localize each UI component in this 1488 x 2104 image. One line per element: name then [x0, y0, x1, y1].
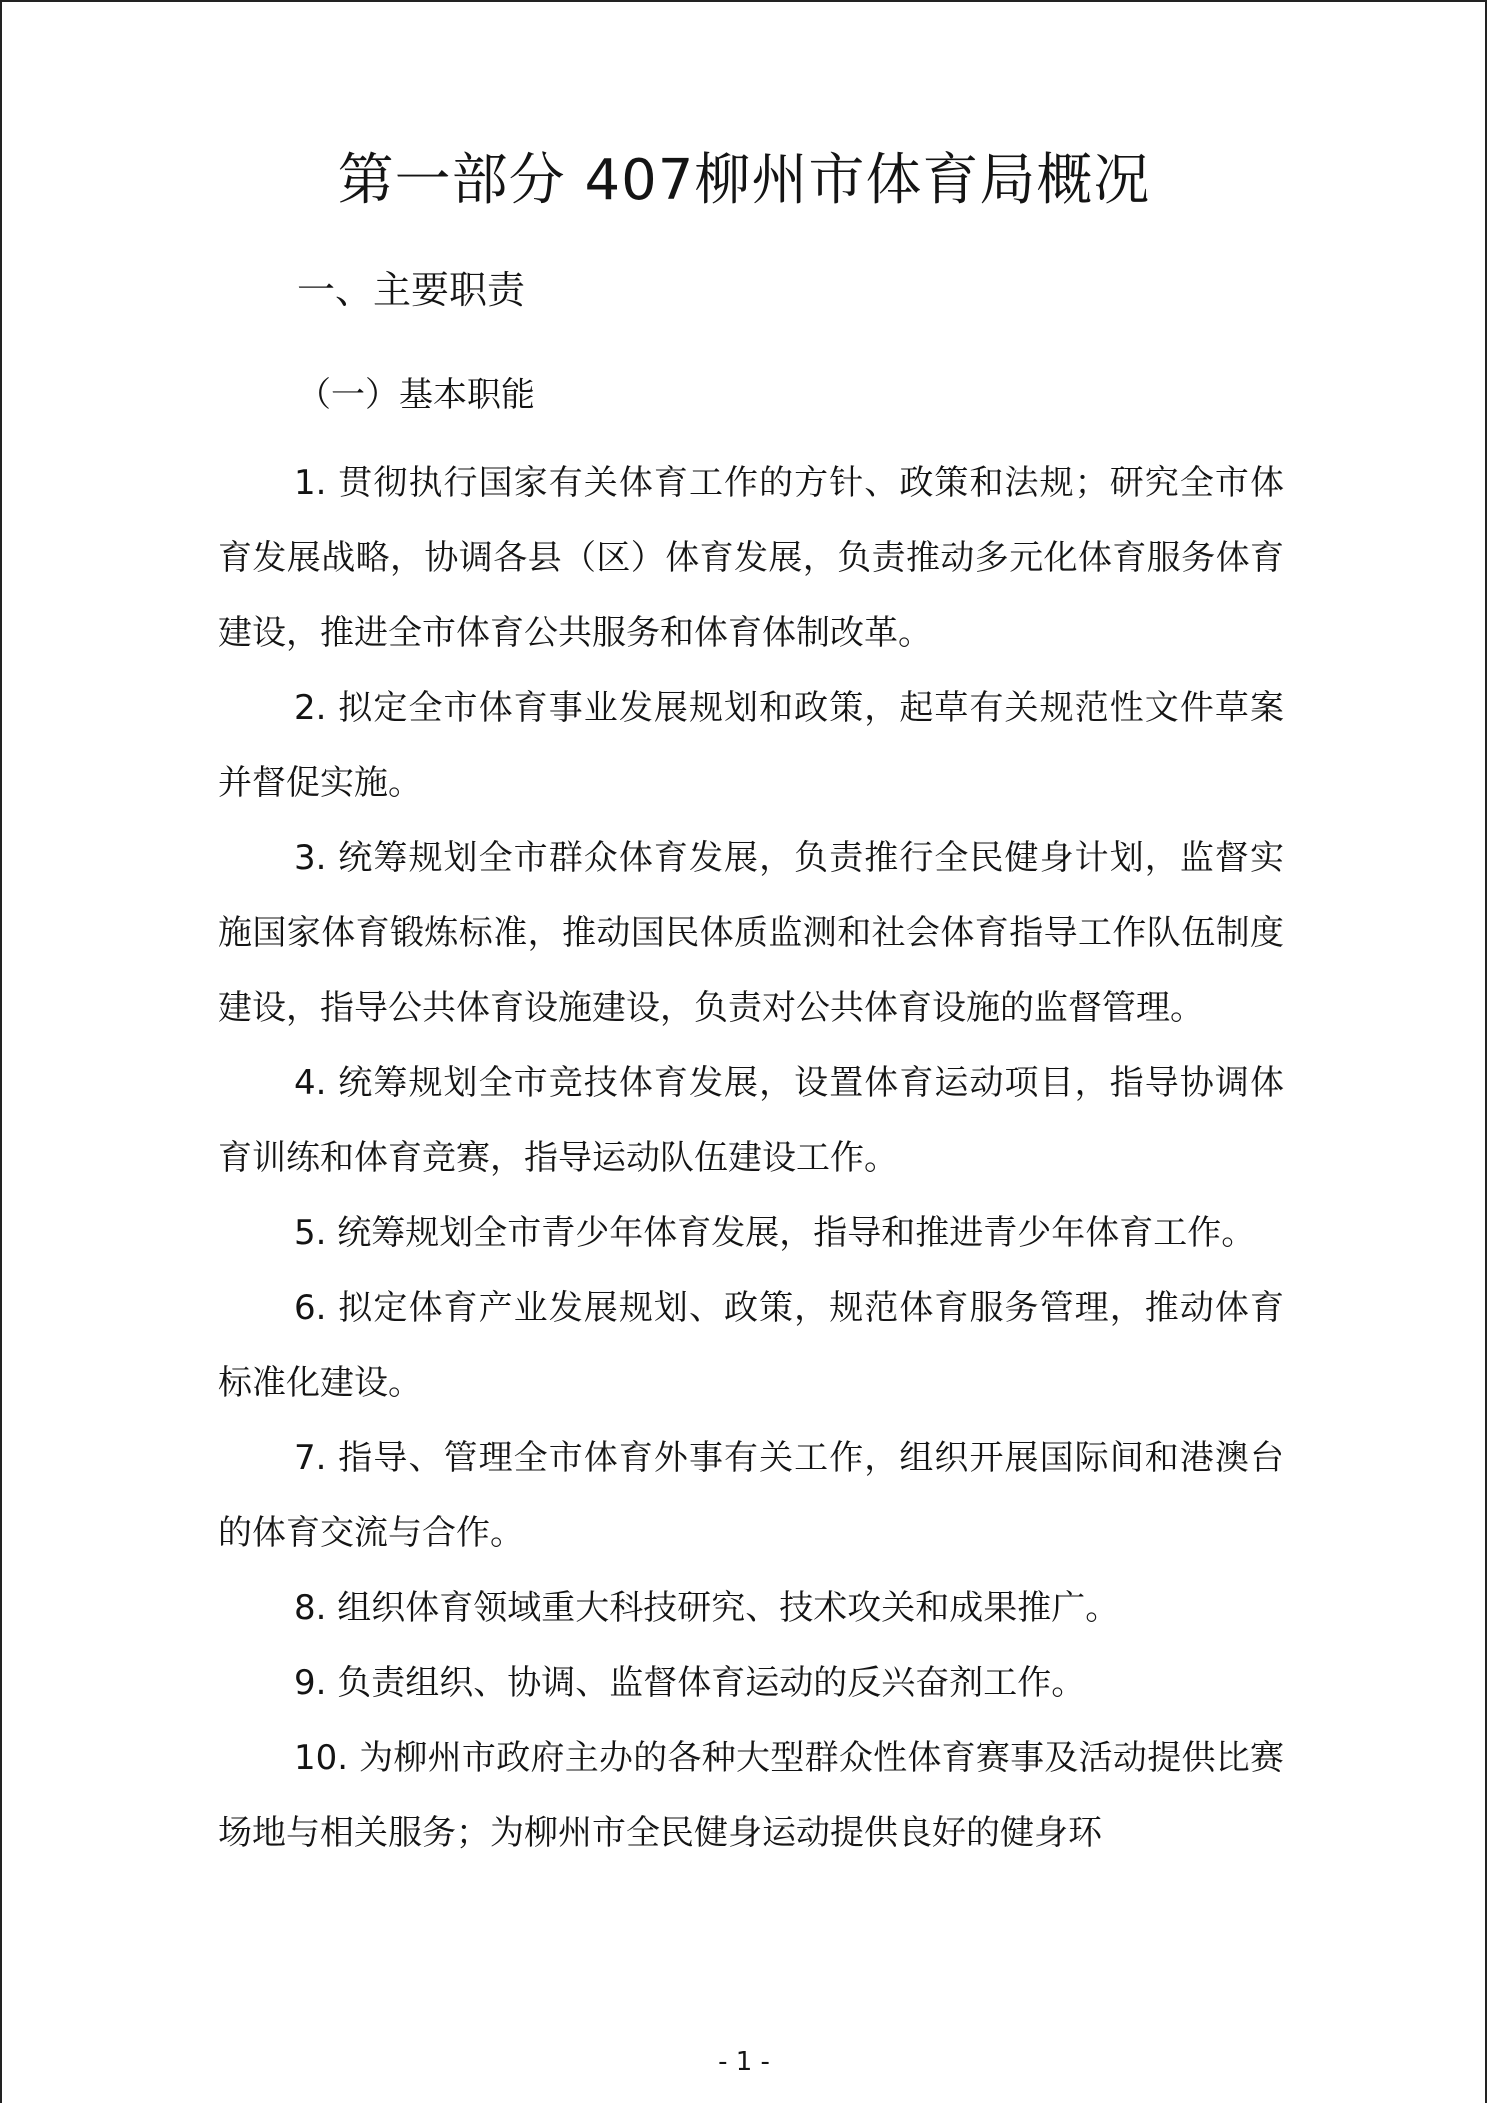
- duty-item: 10. 为柳州市政府主办的各种大型群众性体育赛事及活动提供比赛场地与相关服务；为柳州市全民健身运动提供良好的健身环: [218, 1738, 1284, 1853]
- duty-item: 8. 组织体育领域重大科技研究、技术攻关和成果推广。: [294, 1588, 1120, 1628]
- duty-item: 5. 统筹规划全市青少年体育发展，指导和推进青少年体育工作。: [294, 1213, 1256, 1253]
- page-title: 第一部分 407柳州市体育局概况: [337, 148, 1151, 213]
- duty-item: 7. 指导、管理全市体育外事有关工作，组织开展国际间和港澳台的体育交流与合作。: [218, 1438, 1284, 1553]
- duty-item: 2. 拟定全市体育事业发展规划和政策，起草有关规范性文件草案并督促实施。: [218, 688, 1284, 803]
- duties-list: [218, 446, 1284, 1871]
- subsection-heading: （一）基本职能: [297, 375, 535, 415]
- duty-item: 9. 负责组织、协调、监督体育运动的反兴奋剂工作。: [294, 1663, 1086, 1703]
- duty-item: 4. 统筹规划全市竞技体育发展，设置体育运动项目，指导协调体育训练和体育竞赛，指导运动队伍建设工作。: [218, 1063, 1284, 1178]
- duty-item: 3. 统筹规划全市群众体育发展，负责推行全民健身计划，监督实施国家体育锻炼标准，推动国民体质监测和社会体育指导工作队伍制度建设，指导公共体育设施建设，负责对公共体育设施的监督管理。: [218, 838, 1284, 1028]
- duty-item: 6. 拟定体育产业发展规划、政策，规范体育服务管理，推动体育标准化建设。: [218, 1288, 1284, 1403]
- section-heading: 一、主要职责: [297, 268, 526, 312]
- page-number: - 1 -: [718, 2047, 770, 2077]
- duty-item: 1. 贯彻执行国家有关体育工作的方针、政策和法规；研究全市体育发展战略，协调各县（区）体育发展，负责推动多元化体育服务体育建设，推进全市体育公共服务和体育体制改革。: [218, 463, 1284, 653]
